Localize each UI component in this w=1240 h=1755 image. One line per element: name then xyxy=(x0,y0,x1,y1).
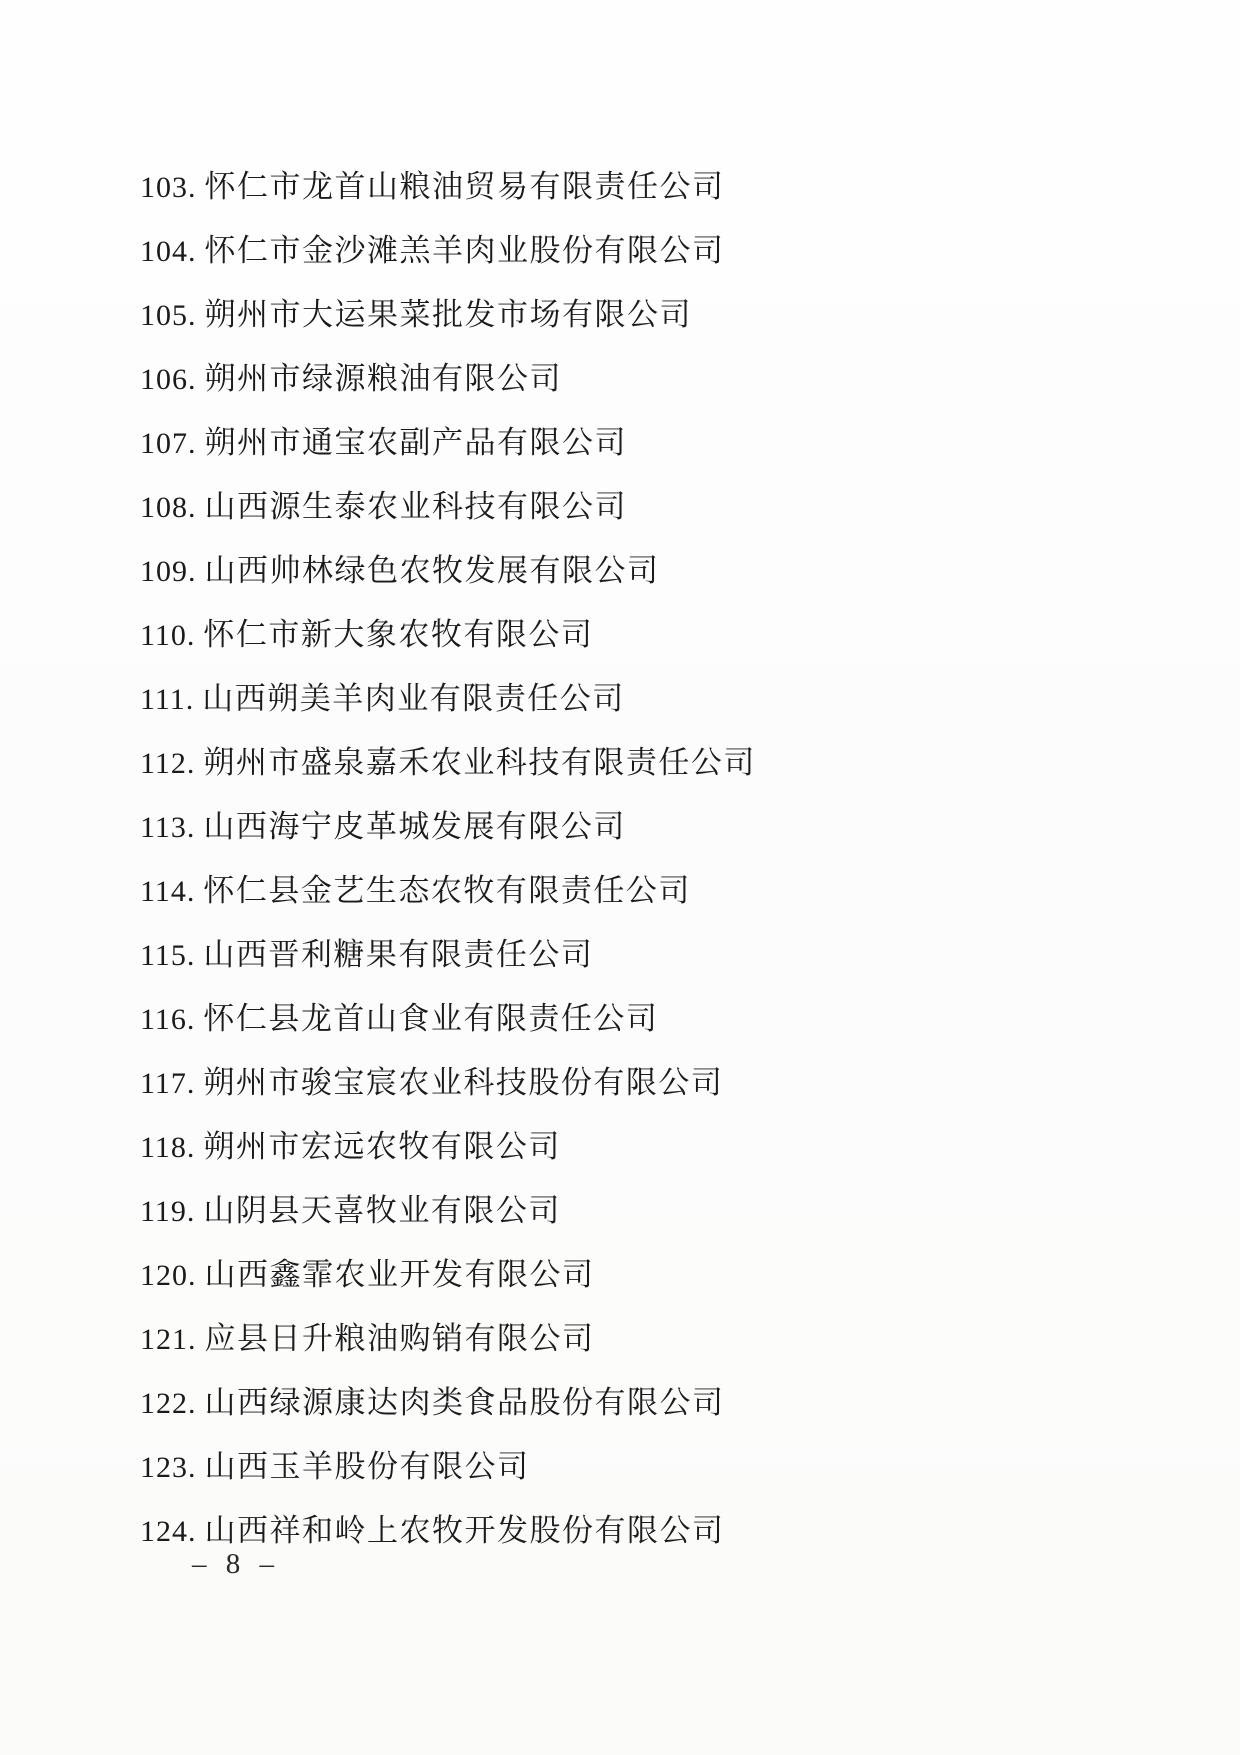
list-item xyxy=(140,362,1100,396)
list-item xyxy=(140,1386,1100,1420)
item-number: 121. xyxy=(140,1323,197,1356)
company-name: 山西祥和岭上农牧开发股份有限公司 xyxy=(204,1513,725,1548)
item-number: 124. xyxy=(140,1515,197,1548)
company-name: 山西朔美羊肉业有限责任公司 xyxy=(202,681,625,716)
item-number: 112. xyxy=(140,747,196,780)
item-number: 103. xyxy=(140,171,197,204)
item-number: 117. xyxy=(140,1067,196,1100)
list-item xyxy=(140,746,1100,780)
item-number: 115. xyxy=(140,939,196,972)
company-name: 怀仁县龙首山食业有限责任公司 xyxy=(203,1001,659,1036)
list-item xyxy=(140,170,1100,204)
list-item xyxy=(140,1066,1100,1100)
company-name: 应县日升粮油购销有限公司 xyxy=(204,1321,595,1356)
item-number: 116. xyxy=(140,1003,196,1036)
company-name: 朔州市大运果菜批发市场有限公司 xyxy=(204,297,692,332)
list-item xyxy=(140,1450,1100,1484)
company-list xyxy=(140,170,1100,1578)
list-item xyxy=(140,1514,1100,1548)
list-item xyxy=(140,682,1100,716)
item-number: 114. xyxy=(140,875,196,908)
company-name: 山西海宁皮革城发展有限公司 xyxy=(203,809,626,844)
item-number: 107. xyxy=(140,427,197,460)
company-name: 山西晋利糖果有限责任公司 xyxy=(203,937,594,972)
list-item xyxy=(140,810,1100,844)
company-name: 朔州市宏远农牧有限公司 xyxy=(203,1129,561,1164)
company-name: 怀仁市新大象农牧有限公司 xyxy=(203,617,594,652)
list-item xyxy=(140,554,1100,588)
list-item xyxy=(140,426,1100,460)
company-name: 朔州市骏宝宸农业科技股份有限公司 xyxy=(203,1065,724,1100)
list-item xyxy=(140,1258,1100,1292)
company-name: 山西玉羊股份有限公司 xyxy=(204,1449,530,1484)
company-name: 怀仁市金沙滩羔羊肉业股份有限公司 xyxy=(204,233,725,268)
item-number: 104. xyxy=(140,235,197,268)
item-number: 122. xyxy=(140,1387,197,1420)
item-number: 118. xyxy=(140,1131,196,1164)
page-number: – 8 – xyxy=(192,1548,280,1580)
item-number: 120. xyxy=(140,1259,197,1292)
item-number: 109. xyxy=(140,555,197,588)
list-item xyxy=(140,618,1100,652)
list-item xyxy=(140,938,1100,972)
list-item xyxy=(140,874,1100,908)
list-item xyxy=(140,1194,1100,1228)
company-name: 山阴县天喜牧业有限公司 xyxy=(203,1193,561,1228)
item-number: 105. xyxy=(140,299,197,332)
company-name: 怀仁市龙首山粮油贸易有限责任公司 xyxy=(204,169,725,204)
item-number: 113. xyxy=(140,811,196,844)
company-name: 山西帅林绿色农牧发展有限公司 xyxy=(204,553,660,588)
list-item xyxy=(140,234,1100,268)
company-name: 山西源生泰农业科技有限公司 xyxy=(204,489,627,524)
company-name: 山西绿源康达肉类食品股份有限公司 xyxy=(204,1385,725,1420)
company-name: 朔州市盛泉嘉禾农业科技有限责任公司 xyxy=(203,745,756,780)
item-number: 111. xyxy=(140,683,195,716)
list-item xyxy=(140,1002,1100,1036)
list-item xyxy=(140,298,1100,332)
item-number: 119. xyxy=(140,1195,196,1228)
company-name: 山西鑫霏农业开发有限公司 xyxy=(204,1257,595,1292)
company-name: 朔州市通宝农副产品有限公司 xyxy=(204,425,627,460)
item-number: 123. xyxy=(140,1451,197,1484)
list-item xyxy=(140,490,1100,524)
item-number: 110. xyxy=(140,619,196,652)
company-name: 怀仁县金艺生态农牧有限责任公司 xyxy=(203,873,691,908)
list-item xyxy=(140,1322,1100,1356)
item-number: 106. xyxy=(140,363,197,396)
company-name: 朔州市绿源粮油有限公司 xyxy=(204,361,562,396)
list-item xyxy=(140,1130,1100,1164)
item-number: 108. xyxy=(140,491,197,524)
